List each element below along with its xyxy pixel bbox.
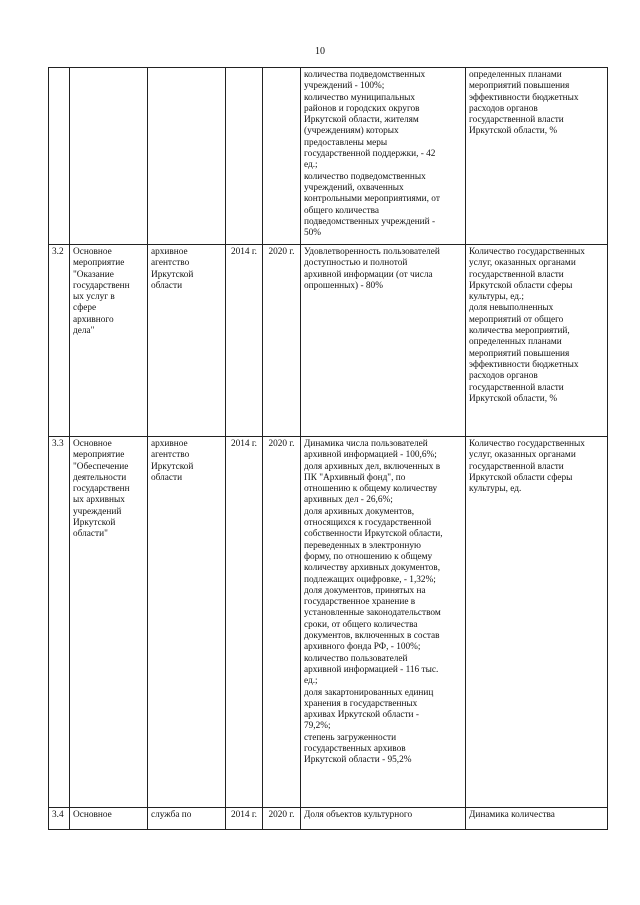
expected-result-line: Удовлетворенность пользователей	[304, 247, 440, 257]
executor-line: Иркутской	[151, 269, 194, 280]
measure-name-line: мероприятие	[73, 450, 125, 461]
executor-line: агентство	[151, 450, 190, 461]
expected-result-line: хранения в государственных	[304, 698, 418, 709]
measure-name-line: ых архивных	[73, 495, 125, 506]
indicator-cell	[466, 437, 608, 808]
indicator-line: количества мероприятий,	[469, 326, 570, 337]
indicator-line: государственной власти	[469, 461, 564, 472]
measure-name-line: сфере	[73, 303, 97, 314]
indicator-line: Иркутской области, %	[469, 126, 558, 137]
start-year-cell: 2014 г.	[226, 437, 263, 808]
expected-result-line: документов, включенных в состав	[304, 631, 440, 642]
expected-result-line: количество подведомственных	[304, 171, 426, 182]
expected-result-cell	[301, 245, 466, 437]
expected-result-line: 79,2%;	[304, 721, 331, 732]
program-measures-table	[48, 67, 608, 830]
expected-result-line: подведомственных учреждений -	[304, 216, 436, 227]
executor-cell	[148, 245, 226, 437]
end-year-cell	[263, 68, 301, 245]
indicator-line: расходов органов	[469, 371, 538, 382]
expected-result-line: подлежащих оцифровке, - 1,32%;	[304, 574, 436, 585]
table-row	[49, 68, 608, 245]
expected-result-line: Иркутской области - 95,2%	[304, 755, 412, 766]
row-number-cell: 3.4	[49, 808, 70, 830]
measure-name-line: Основное	[73, 439, 112, 449]
expected-result-line: относящихся к государственной	[304, 518, 432, 529]
measure-name-line: архивного	[73, 314, 114, 325]
start-year-cell	[226, 68, 263, 245]
expected-result-line: доля архивных дел, включенных в	[304, 461, 441, 472]
measure-name-line: государственн	[73, 484, 130, 495]
measure-name-line: дела"	[73, 326, 95, 337]
expected-result-line: переведенных в электронную	[304, 540, 421, 551]
measure-name-line: "Обеспечение	[73, 461, 129, 472]
table-row	[49, 437, 608, 808]
indicator-line: культуры, ед.	[469, 484, 522, 495]
measure-name-line: мероприятие	[73, 258, 125, 269]
measure-name-line: учреждений	[73, 506, 122, 517]
indicator-line: доля невыполненных	[469, 303, 554, 314]
expected-result-line: доля архивных документов,	[304, 506, 415, 517]
expected-result-cell	[301, 808, 466, 830]
indicator-line: культуры, ед.;	[469, 292, 524, 303]
start-year-cell: 2014 г.	[226, 808, 263, 830]
expected-result-line: доля документов, принятых на	[304, 585, 426, 596]
expected-result-line: ед.;	[304, 676, 318, 687]
expected-result-line: архивной информации (от числа	[304, 269, 433, 280]
executor-line: служба по	[151, 810, 192, 820]
executor-cell	[148, 68, 226, 245]
expected-result-line: учреждений - 100%;	[304, 81, 385, 92]
expected-result-line: предоставлены меры	[304, 137, 388, 148]
indicator-line: услуг, оказанных органами	[469, 450, 576, 461]
expected-result-line: государственной поддержки, - 42	[304, 149, 436, 160]
executor-line: агентство	[151, 258, 190, 269]
expected-result-line: 50%	[304, 228, 322, 239]
expected-result-cell	[301, 437, 466, 808]
indicator-line: мероприятий повышения	[469, 348, 570, 359]
indicator-line: эффективности бюджетных	[469, 92, 579, 103]
expected-result-line: архивной информацией - 116 тыс.	[304, 664, 439, 675]
indicator-line: мероприятий повышения	[469, 81, 570, 92]
expected-result-cell	[301, 68, 466, 245]
expected-result-line: доступностью и полнотой	[304, 258, 408, 269]
expected-result-line: собственности Иркутской области,	[304, 529, 443, 540]
indicator-line: государственной власти	[469, 269, 564, 280]
indicator-line: Количество государственных	[469, 247, 585, 257]
expected-result-line: учреждений, охваченных	[304, 182, 404, 193]
measure-name-cell	[70, 808, 148, 830]
table-row	[49, 808, 608, 830]
expected-result-line: степень загруженности	[304, 732, 397, 743]
indicator-cell	[466, 245, 608, 437]
indicator-line: государственной власти	[469, 115, 564, 126]
expected-result-line: установленные законодательством	[304, 608, 441, 619]
expected-result-line: Динамика числа пользователей	[304, 439, 428, 449]
expected-result-line: архивного фонда РФ, - 100%;	[304, 642, 421, 653]
indicator-line: Иркутской области сферы	[469, 280, 573, 291]
executor-cell	[148, 437, 226, 808]
row-number-cell: 3.3	[49, 437, 70, 808]
expected-result-line: архивных дел - 26,6%;	[304, 495, 393, 506]
indicator-line: определенных планами	[469, 70, 562, 80]
indicator-line: государственной власти	[469, 382, 564, 393]
expected-result-line: ед.;	[304, 160, 318, 171]
executor-line: архивное	[151, 439, 188, 449]
executor-line: области	[151, 280, 183, 291]
executor-line: области	[151, 472, 183, 483]
end-year-cell: 2020 г.	[263, 808, 301, 830]
expected-result-line: доля закартонированных единиц	[304, 687, 434, 698]
expected-result-line: опрошенных) - 80%	[304, 280, 383, 291]
expected-result-line: общего количества	[304, 205, 380, 216]
end-year-cell: 2020 г.	[263, 245, 301, 437]
measure-name-line: Основное	[73, 810, 112, 820]
indicator-line: услуг, оказанных органами	[469, 258, 576, 269]
expected-result-line: (учреждениям) которых	[304, 126, 399, 137]
expected-result-line: районов и городских округов	[304, 103, 420, 114]
indicator-line: Иркутской области сферы	[469, 472, 573, 483]
expected-result-line: сроки, от общего количества	[304, 619, 418, 630]
measure-name-cell	[70, 245, 148, 437]
expected-result-line: Доля объектов культурного	[304, 810, 413, 820]
expected-result-line: контрольными мероприятиями, от	[304, 194, 440, 205]
row-number-cell	[49, 68, 70, 245]
indicator-line: Иркутской области, %	[469, 393, 558, 404]
measure-name-line: Основное	[73, 247, 112, 257]
executor-cell	[148, 808, 226, 830]
measure-name-cell	[70, 68, 148, 245]
expected-result-line: архивной информацией - 100,6%;	[304, 450, 437, 461]
expected-result-line: количества подведомственных	[304, 70, 426, 80]
indicator-cell	[466, 808, 608, 830]
executor-line: архивное	[151, 247, 188, 257]
measure-name-line: ых услуг в	[73, 292, 115, 303]
indicator-line: эффективности бюджетных	[469, 359, 579, 370]
indicator-line: Динамика количества	[469, 810, 555, 820]
measure-name-line: "Оказание	[73, 269, 114, 280]
expected-result-line: количеству архивных документов,	[304, 563, 441, 574]
expected-result-line: количество муниципальных	[304, 92, 416, 103]
expected-result-line: государственное хранение в	[304, 597, 416, 608]
indicator-line: расходов органов	[469, 103, 538, 114]
measure-name-line: деятельности	[73, 472, 127, 483]
expected-result-line: ПК "Архивный фонд", по	[304, 472, 406, 483]
measure-name-cell	[70, 437, 148, 808]
indicator-line: Количество государственных	[469, 439, 585, 449]
row-number-cell: 3.2	[49, 245, 70, 437]
expected-result-line: Иркутской области, жителям	[304, 115, 419, 126]
table-row	[49, 245, 608, 437]
indicator-line: мероприятий от общего	[469, 314, 564, 325]
page-number: 10	[315, 46, 325, 57]
expected-result-line: форму, по отношению к общему	[304, 551, 433, 562]
start-year-cell: 2014 г.	[226, 245, 263, 437]
indicator-cell	[466, 68, 608, 245]
expected-result-line: архивах Иркутской области -	[304, 710, 419, 721]
expected-result-line: количество пользователей	[304, 653, 408, 664]
measure-name-line: Иркутской	[73, 518, 116, 529]
measure-name-line: области"	[73, 529, 108, 540]
expected-result-line: государственных архивов	[304, 744, 406, 755]
indicator-line: определенных планами	[469, 337, 562, 348]
end-year-cell: 2020 г.	[263, 437, 301, 808]
expected-result-line: отношению к общему количеству	[304, 484, 438, 495]
measure-name-line: государственн	[73, 280, 130, 291]
executor-line: Иркутской	[151, 461, 194, 472]
